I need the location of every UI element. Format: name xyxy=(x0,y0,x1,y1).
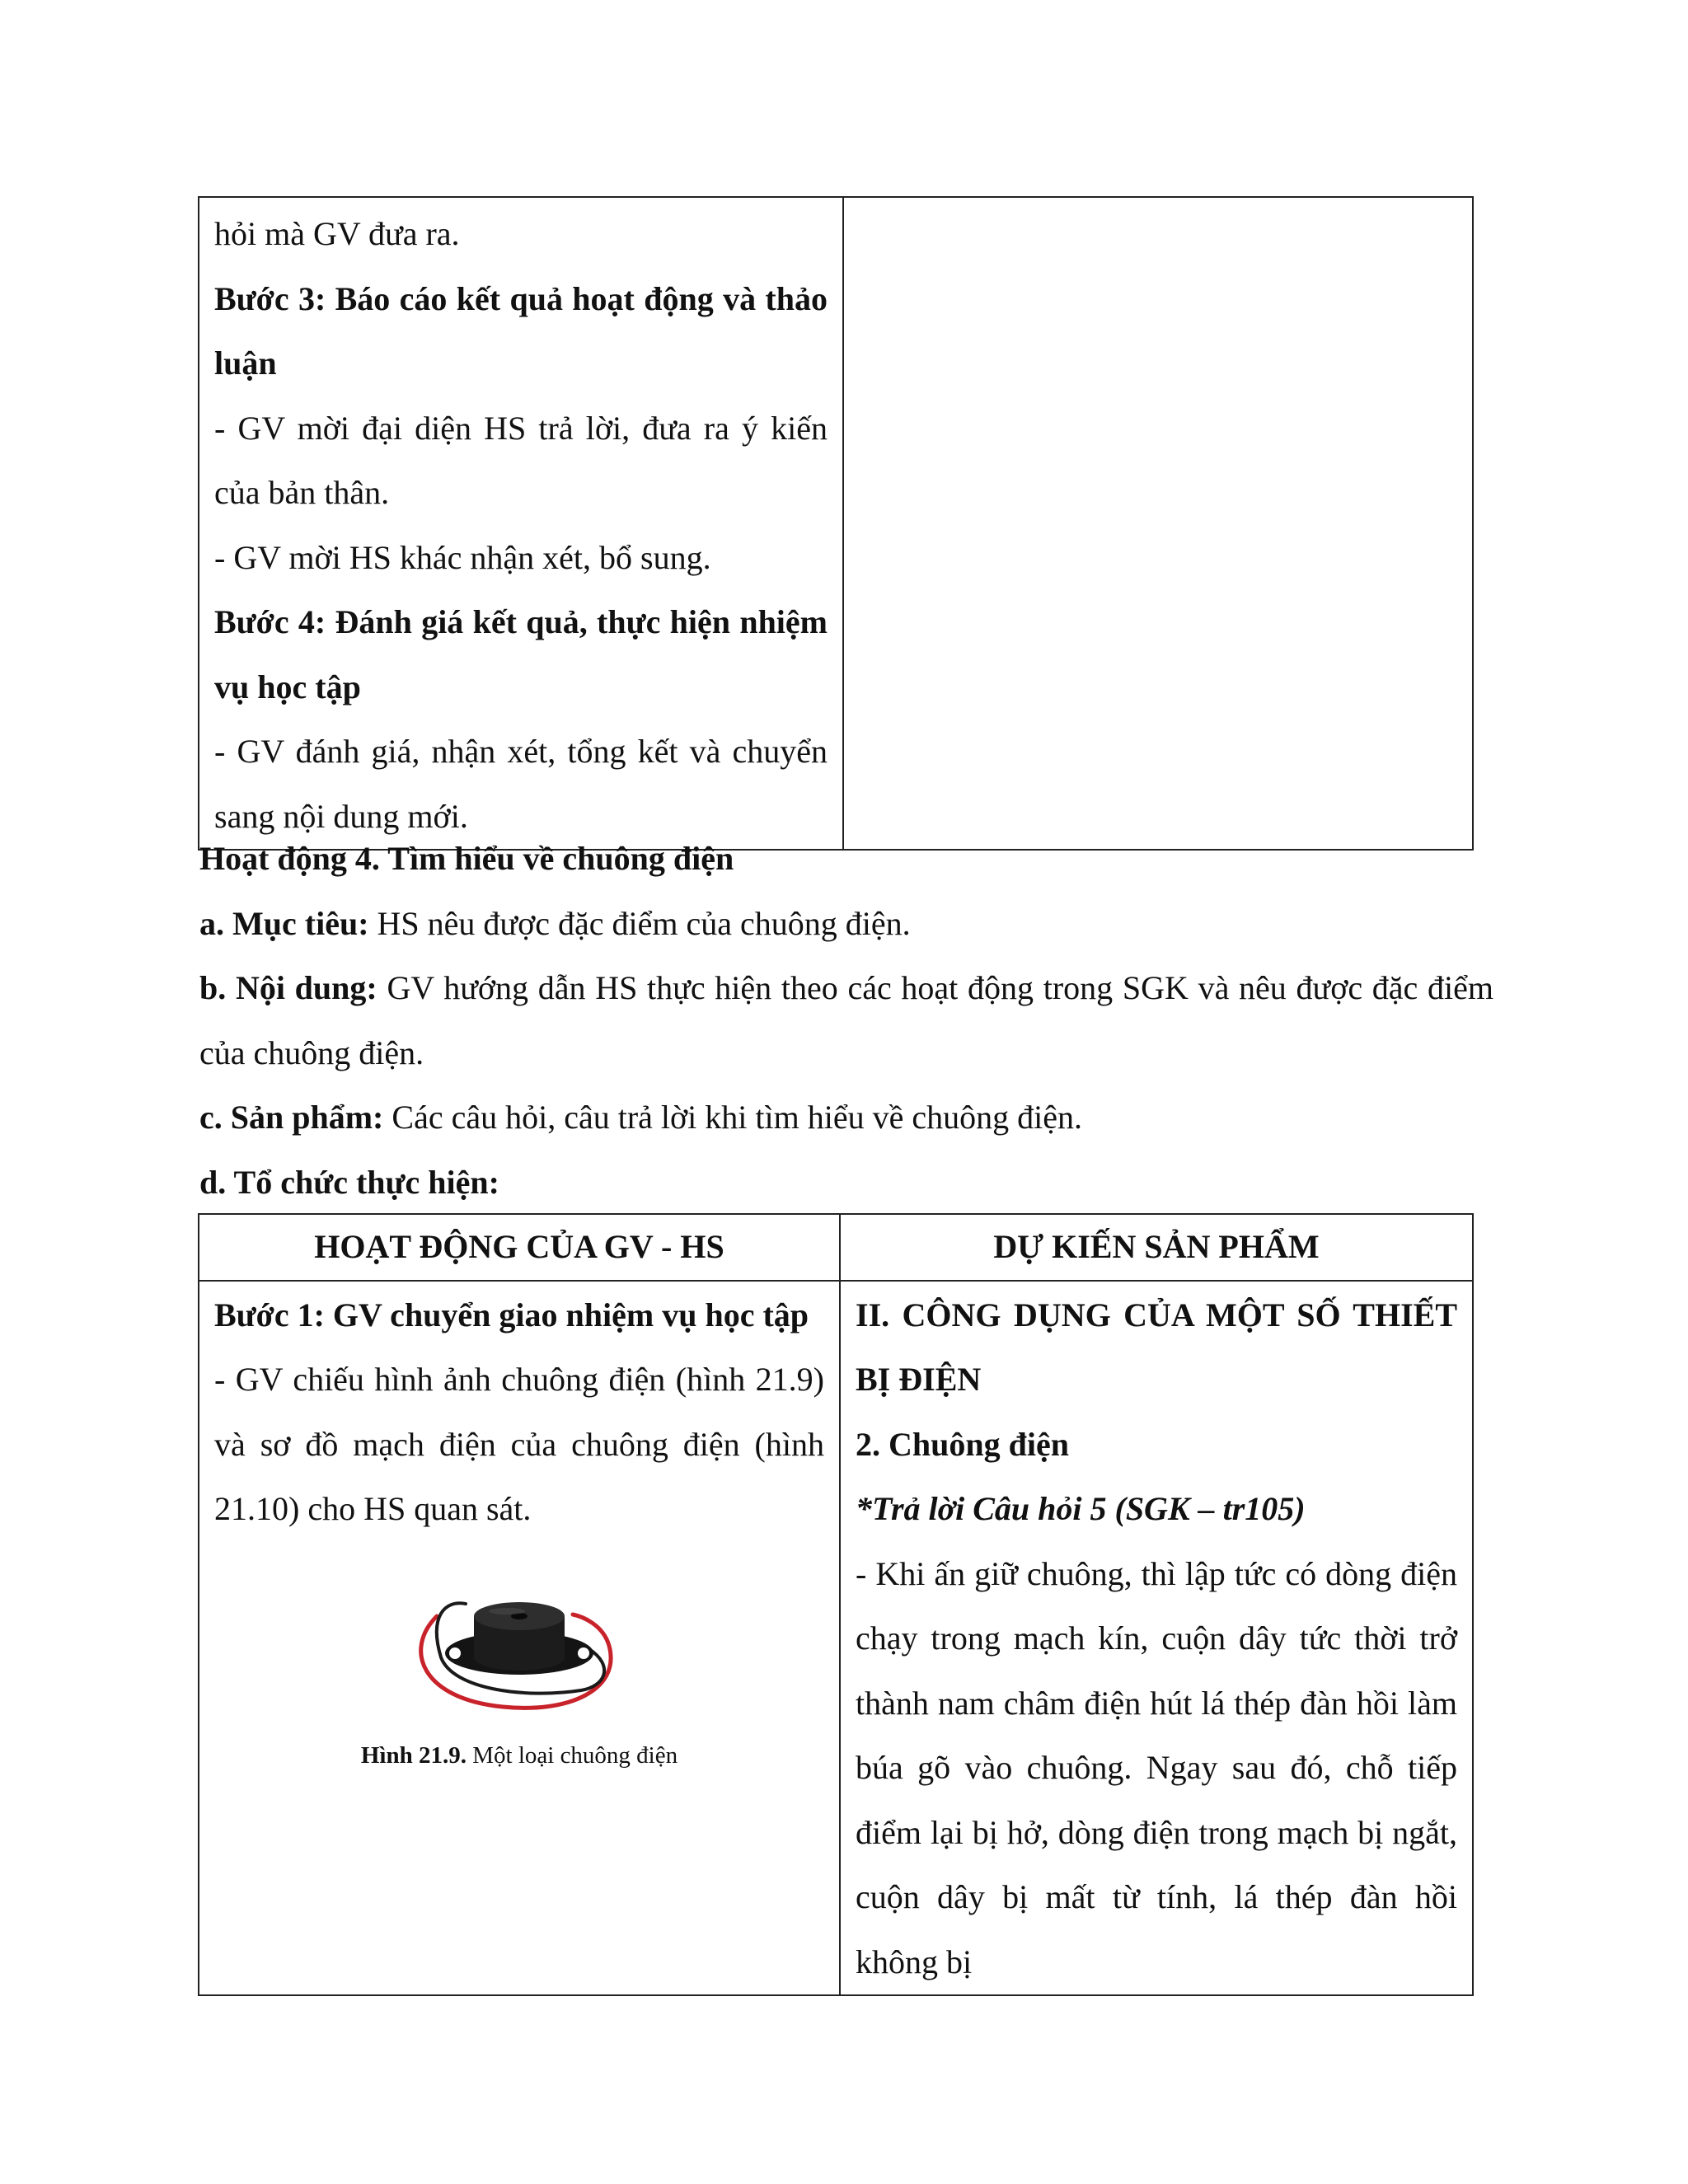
organization-label: d. Tổ chức thực hiện: xyxy=(199,1163,499,1201)
step1-heading: Bước 1: GV chuyển giao nhiệm vụ học tập xyxy=(214,1296,809,1333)
content-line xyxy=(199,956,1493,1085)
content-label: b. Nội dung: xyxy=(199,969,377,1006)
top-table-left-cell xyxy=(199,197,843,850)
figure-buzzer xyxy=(214,1583,824,1772)
header-left-cell xyxy=(199,1214,840,1281)
objective-label: a. Mục tiêu: xyxy=(199,904,369,942)
answer-text: - Khi ấn giữ chuông, thì lập tức có dòng điện chạy trong mạch kín, cuộn dây tức thời trở thành nam châm điện hút lá thép đàn hồi làm búa gõ vào chuông. Ngay sau đó, chỗ tiếp điểm lại bị hở, dòng điện trong mạch bị ngắt, cuộn dây bị mất từ tính, lá thép đàn hồi không bị xyxy=(856,1554,1457,1980)
product-label: c. Sản phẩm: xyxy=(199,1099,384,1136)
top-left-para-5: Bước 4: Đánh giá kết quả, thực hiện nhiệm vụ học tập xyxy=(214,603,828,705)
top-left-para-1: hỏi mà GV đưa ra. xyxy=(214,215,460,252)
activity-heading: Hoạt động 4. Tìm hiểu về chuông điện xyxy=(199,840,734,877)
product-text: Các câu hỏi, câu trả lời khi tìm hiểu về chuông điện. xyxy=(383,1099,1082,1136)
figure-caption-label: Hình 21.9. xyxy=(360,1741,467,1769)
content-text: GV hướng dẫn HS thực hiện theo các hoạt động trong SGK và nêu được đặc điểm của chuông điện. xyxy=(199,969,1494,1071)
top-table-right-cell xyxy=(843,197,1473,850)
product-line xyxy=(199,1085,1493,1151)
objective-line xyxy=(199,892,1493,957)
buzzer-image xyxy=(404,1583,635,1723)
objective-text: HS nêu được đặc điểm của chuông điện. xyxy=(368,904,911,942)
bottom-right-cell xyxy=(840,1281,1473,1996)
header-left: HOẠT ĐỘNG CỦA GV - HS xyxy=(314,1228,724,1265)
figure-caption-text: Một loại chuông điện xyxy=(466,1741,678,1769)
header-right-cell xyxy=(840,1214,1473,1281)
top-left-para-6: - GV đánh giá, nhận xét, tổng kết và chuyển sang nội dung mới. xyxy=(214,733,828,835)
activity-section xyxy=(199,827,1493,1215)
step1-text: - GV chiếu hình ảnh chuông điện (hình 21.9) và sơ đồ mạch điện của chuông điện (hình 21.10) cho HS quan sát. xyxy=(214,1361,824,1527)
activity-table xyxy=(198,1213,1474,1996)
top-table xyxy=(198,196,1474,851)
top-left-para-2: Bước 3: Báo cáo kết quả hoạt động và thảo luận xyxy=(214,279,828,382)
figure-caption xyxy=(214,1739,824,1772)
section-heading: II. CÔNG DỤNG CỦA MỘT SỐ THIẾT BỊ ĐIỆN xyxy=(856,1296,1457,1398)
top-left-para-4: - GV mời HS khác nhận xét, bổ sung. xyxy=(214,538,711,576)
header-right: DỰ KIẾN SẢN PHẨM xyxy=(993,1228,1320,1265)
top-left-para-3: - GV mời đại diện HS trả lời, đưa ra ý kiến của bản thân. xyxy=(214,409,828,511)
bottom-left-cell xyxy=(199,1281,840,1996)
subsection-heading: 2. Chuông điện xyxy=(856,1425,1069,1463)
question-reference: *Trả lời Câu hỏi 5 (SGK – tr105) xyxy=(856,1490,1306,1527)
